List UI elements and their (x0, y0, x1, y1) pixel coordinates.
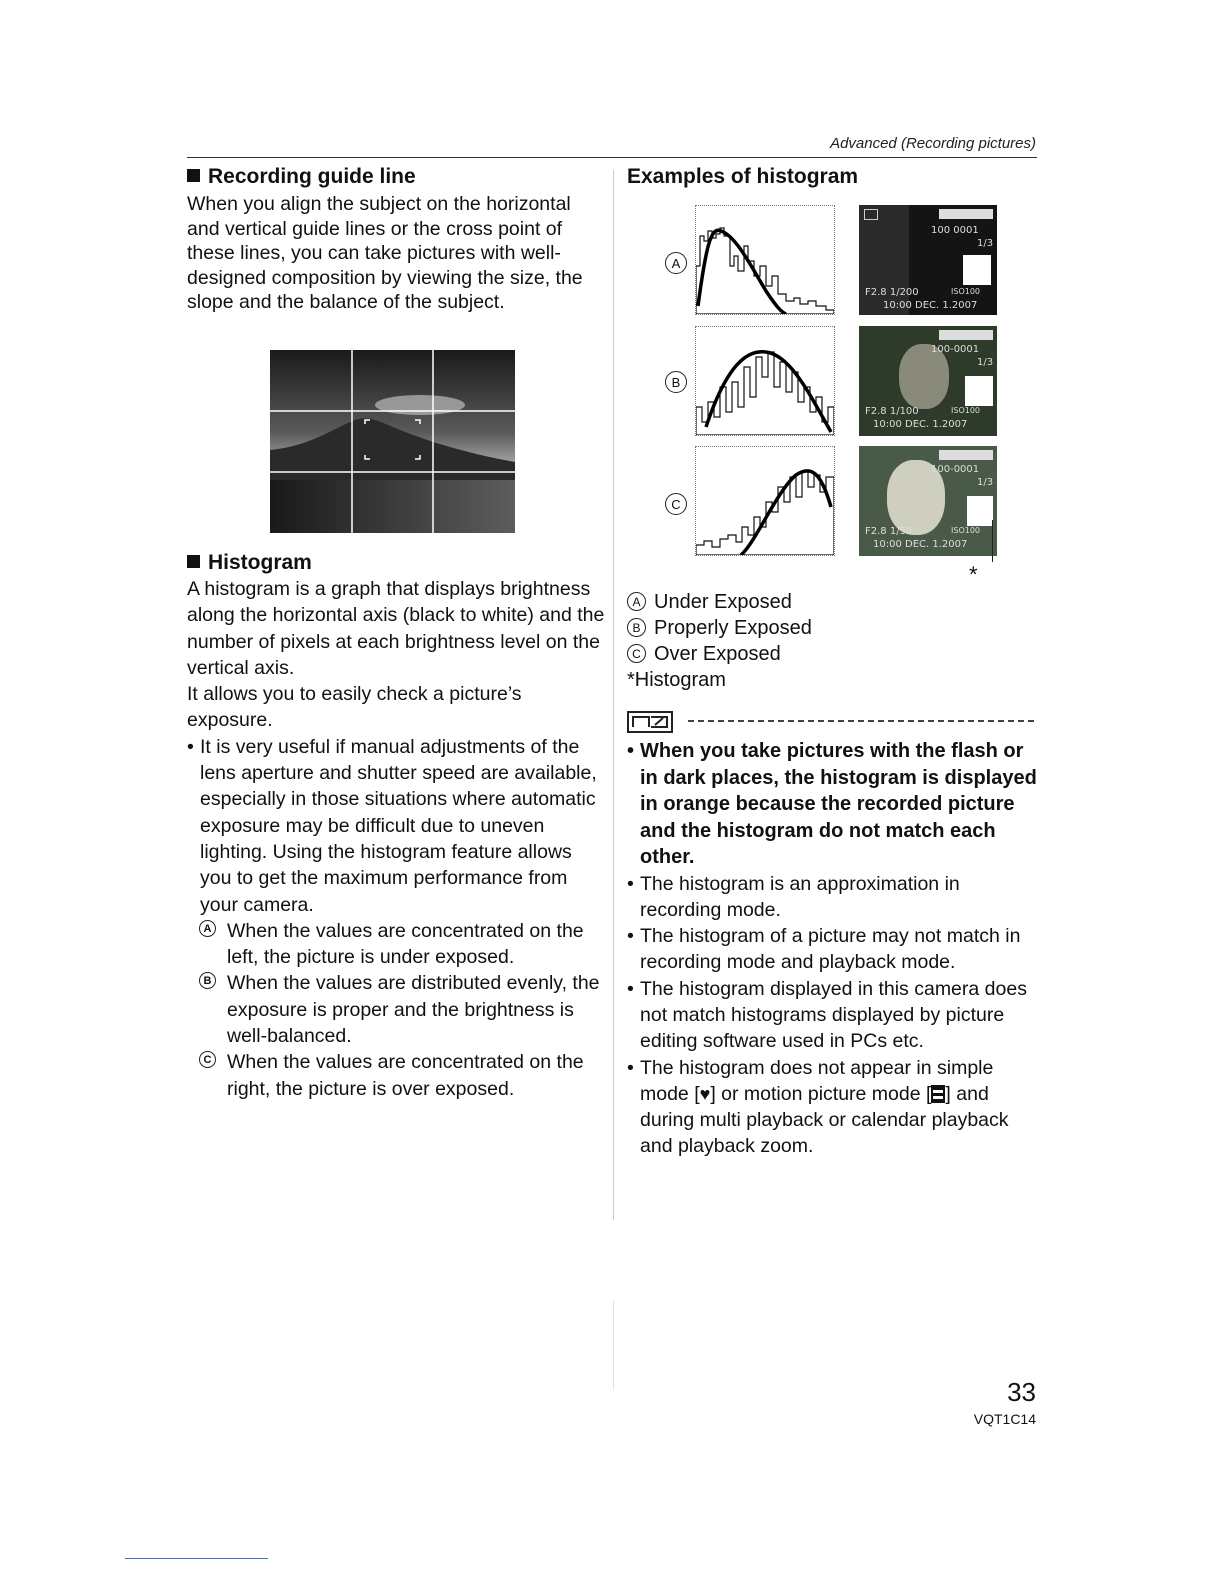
note-book-icon (627, 711, 673, 733)
note-2: • The histogram of a picture may not match in recording mode and playback mode. (627, 923, 1042, 976)
note-bold: • When you take pictures with the flash or in dark places, the histogram is displayed in orange because the recorded picture and the histogram do not match each other. (627, 738, 1042, 871)
landscape-image (270, 350, 515, 533)
exposure-info: F2.8 1/50 (865, 526, 913, 537)
histogram-legend (627, 589, 812, 693)
label-a: A (665, 252, 687, 274)
datetime-info: 10:00 DEC. 1.2007 (873, 419, 968, 430)
datetime-info: 10:00 DEC. 1.2007 (873, 539, 968, 550)
header-rule (187, 157, 1037, 158)
histogram-item-b: B When the values are distributed evenly, the exposure is proper and the brightness is well-balanced. (187, 970, 607, 1049)
section-header: Advanced (Recording pictures) (830, 135, 1036, 152)
legend-histogram: *Histogram (627, 669, 726, 691)
iso-info: ISO100 (951, 406, 981, 415)
guide-title: Recording guide line (187, 165, 602, 189)
circled-a-icon: A (199, 920, 216, 937)
status-icons (939, 330, 993, 340)
document-code: VQT1C14 (973, 1411, 1036, 1427)
label-b: B (665, 371, 687, 393)
playback-icon (864, 209, 878, 220)
datetime-info: 10:00 DEC. 1.2007 (883, 300, 978, 311)
status-icons (939, 209, 993, 219)
histogram-p2: It allows you to easily check a picture’s exposure. (187, 683, 522, 732)
exposure-info: F2.8 1/100 (865, 406, 919, 417)
histogram-over (695, 446, 835, 556)
camera-screen-c (859, 446, 997, 556)
file-number: 100-0001 (931, 344, 980, 355)
footer-link-line (125, 1558, 268, 1559)
histogram-p1: A histogram is a graph that displays brightness along the horizontal axis (black to white) and the number of pixels at each brightness level on the vertical axis. (187, 578, 605, 679)
histogram-item-c: C When the values are concentrated on the right, the picture is over exposed. (187, 1049, 607, 1102)
histogram-bullet: • It is very useful if manual adjustments of the lens aperture and shutter speed are available, especially in those situations where automatic exposure may be difficult due to uneven lighting. Using the histogram feature allows you to get the maximum performance from your camera. (187, 734, 607, 918)
label-c: C (665, 493, 687, 515)
frame-count: 1/3 (977, 477, 994, 488)
heart-icon: ♥ (699, 1083, 711, 1104)
file-number: 100-0001 (931, 464, 980, 475)
notes-block (627, 738, 1042, 1160)
frame-count: 1/3 (977, 357, 994, 368)
legend-over: C Over Exposed (627, 641, 812, 667)
column-divider-lower (613, 1300, 614, 1390)
mini-histogram-icon (967, 496, 993, 526)
mini-histogram-icon (965, 376, 993, 406)
camera-screen-b (859, 326, 997, 436)
iso-info: ISO100 (951, 526, 981, 535)
mini-histogram-icon (963, 255, 991, 285)
camera-screen-a (859, 205, 997, 315)
note-3: • The histogram displayed in this camera does not match histograms displayed by picture editing software used in PCs etc. (627, 976, 1042, 1055)
iso-info: ISO100 (951, 287, 981, 296)
page-number: 33 (1007, 1377, 1036, 1407)
exposure-info: F2.8 1/200 (865, 287, 919, 298)
circled-b-icon: B (199, 972, 216, 989)
guide-line-photo (270, 350, 515, 533)
histogram-under (695, 205, 835, 315)
legend-proper: B Properly Exposed (627, 615, 812, 641)
guide-body: When you align the subject on the horizontal and vertical guide lines or the cross point of these lines, you can take pictures with well-designed composition by viewing the size, the slope and the balance of the subject. (187, 193, 583, 313)
circled-b-icon: B (627, 618, 646, 637)
note-1: • The histogram is an approximation in recording mode. (627, 871, 1042, 924)
note-4: • The histogram does not appear in simple mode [♥] or motion picture mode [ ] and during multi playback or calendar playback and playback zoom. (627, 1055, 1042, 1160)
legend-under: A Under Exposed (627, 589, 812, 615)
square-bullet-icon (187, 169, 200, 182)
circled-a-icon: A (627, 592, 646, 611)
status-icons (939, 450, 993, 460)
column-divider (613, 170, 614, 1220)
histogram-title: Histogram (187, 551, 607, 575)
histogram-pointer-line (992, 520, 993, 562)
histogram-proper (695, 326, 835, 436)
film-icon (931, 1085, 945, 1103)
histogram-item-a: A When the values are concentrated on the left, the picture is under exposed. (187, 918, 607, 971)
circled-c-icon: C (627, 644, 646, 663)
square-bullet-icon (187, 555, 200, 568)
file-number: 100 0001 (931, 225, 979, 236)
asterisk-icon: * (969, 562, 978, 587)
examples-title: Examples of histogram (627, 165, 859, 188)
note-separator (688, 720, 1034, 722)
frame-count: 1/3 (977, 238, 994, 249)
guide-section (187, 165, 602, 315)
histogram-section (187, 551, 607, 1102)
circled-c-icon: C (199, 1051, 216, 1068)
